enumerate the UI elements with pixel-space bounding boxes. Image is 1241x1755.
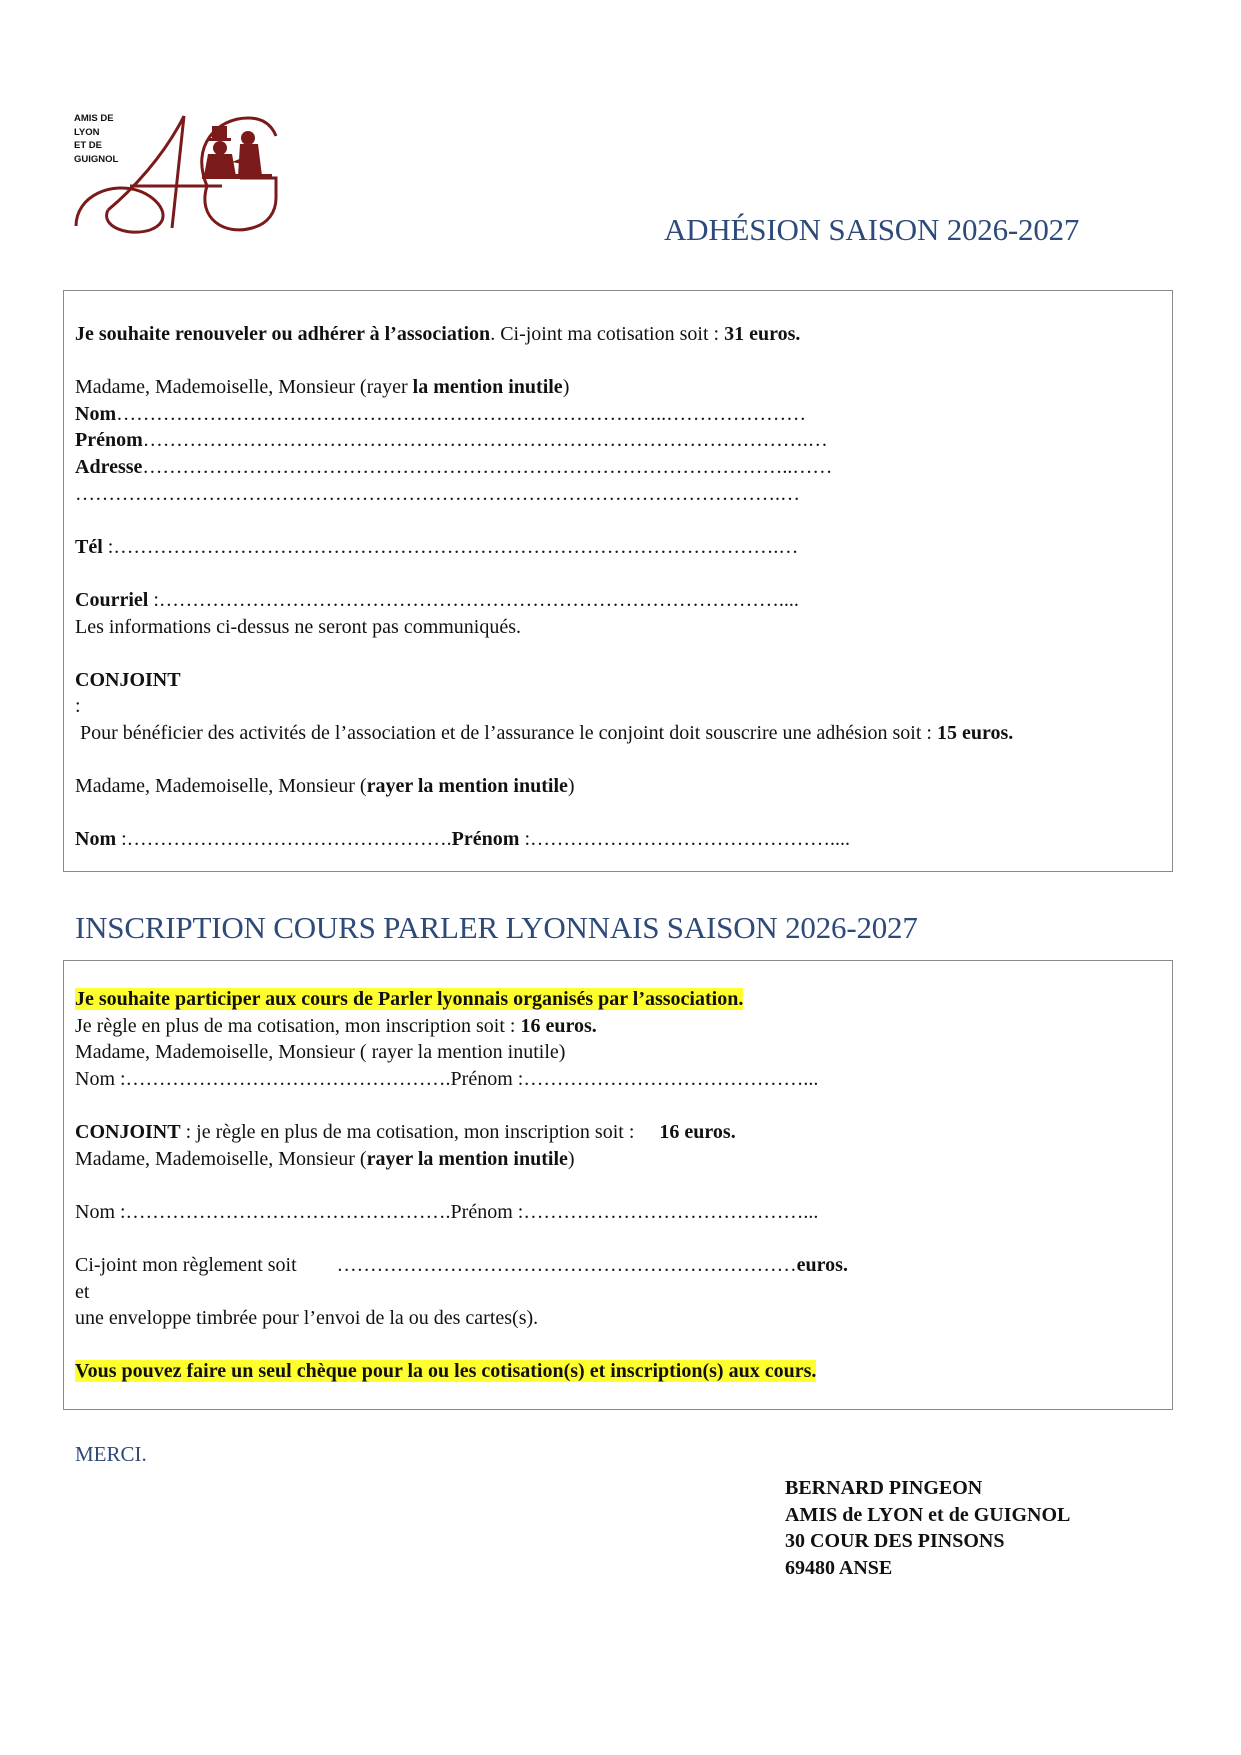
address-line: 69480 ANSE bbox=[785, 1556, 893, 1579]
cours-payment: Je règle en plus de ma cotisation, mon inscription soit : 16 euros. bbox=[75, 1014, 597, 1037]
conjoint-colon: : bbox=[75, 695, 81, 718]
cheque-notice: Vous pouvez faire un seul chèque pour la ou les cotisation(s) et inscription(s) aux cours. bbox=[75, 1360, 817, 1383]
ag-monogram-icon bbox=[72, 110, 317, 240]
address-line: 30 COUR DES PINSONS bbox=[785, 1530, 1005, 1553]
conjoint-name-field[interactable]: Nom :………………………………………….Prénom :……………………………………….... bbox=[75, 828, 850, 851]
adhesion-form-box bbox=[63, 290, 1173, 872]
adresse-field-line-2[interactable]: …………………………………………………………………………………………….… bbox=[75, 482, 800, 505]
civility-line: Madame, Mademoiselle, Monsieur (rayer la mention inutile) bbox=[75, 376, 570, 399]
courriel-field[interactable]: Courriel :………………………………………………………………………………….... bbox=[75, 588, 799, 611]
enveloppe-text: une enveloppe timbrée pour l’envoi de la ou des cartes(s). bbox=[75, 1307, 539, 1330]
cours-civility-conjoint: Madame, Mademoiselle, Monsieur (rayer la mention inutile) bbox=[75, 1147, 575, 1170]
logo-text-line: AMIS DE bbox=[74, 113, 114, 124]
logo-text-line: ET DE bbox=[74, 140, 102, 151]
cours-conjoint: CONJOINT : je règle en plus de ma cotisation, mon inscription soit : 16 euros. bbox=[75, 1120, 736, 1143]
cours-intro: Je souhaite participer aux cours de Parler lyonnais organisés par l’association. bbox=[75, 988, 744, 1010]
merci-text: MERCI. bbox=[75, 1442, 147, 1466]
nom-field[interactable]: Nom………………………………………………………………………..………………… bbox=[75, 402, 807, 425]
prenom-field[interactable]: Prénom……………………………………………………………………………………….… bbox=[75, 429, 828, 452]
privacy-notice: Les informations ci-dessus ne seront pas communiqués. bbox=[75, 615, 522, 638]
logo-text-line: LYON bbox=[74, 126, 100, 138]
address-line: AMIS de LYON et de GUIGNOL bbox=[785, 1503, 1071, 1526]
cours-civility: Madame, Mademoiselle, Monsieur ( rayer la mention inutile) bbox=[75, 1041, 566, 1064]
adresse-field[interactable]: Adresse……………………………………………………………………………………..…… bbox=[75, 455, 833, 478]
cours-name-field[interactable]: Nom :………………………………………….Prénom :……………………………………... bbox=[75, 1067, 819, 1090]
cours-form-box bbox=[63, 960, 1173, 1410]
adhesion-title: ADHÉSION SAISON 2026-2027 bbox=[664, 212, 1080, 247]
address-line: BERNARD PINGEON bbox=[785, 1477, 983, 1499]
association-logo bbox=[72, 110, 317, 240]
tel-field[interactable]: Tél :……………………………………………………………………………………….… bbox=[75, 535, 799, 558]
logo-text-line: GUIGNOL bbox=[74, 153, 119, 165]
reglement-field[interactable]: Ci-joint mon règlement soit ……………………………………………………………euros. bbox=[75, 1253, 848, 1276]
et-text: et bbox=[75, 1280, 90, 1303]
postal-address bbox=[785, 1475, 1070, 1581]
conjoint-heading: CONJOINT bbox=[75, 668, 181, 691]
conjoint-text: Pour bénéficier des activités de l’association et de l’assurance le conjoint doit souscrire une adhésion soit : 15 euros. bbox=[75, 721, 1014, 744]
civility-line-conjoint: Madame, Mademoiselle, Monsieur (rayer la mention inutile) bbox=[75, 775, 575, 798]
cours-conjoint-name-field[interactable]: Nom :………………………………………….Prénom :……………………………………... bbox=[75, 1200, 819, 1223]
adhesion-intro: Je souhaite renouveler ou adhérer à l’association. Ci-joint ma cotisation soit : 31 euros. bbox=[75, 323, 801, 345]
cours-title: INSCRIPTION COURS PARLER LYONNAIS SAISON 2026-2027 bbox=[75, 910, 918, 945]
